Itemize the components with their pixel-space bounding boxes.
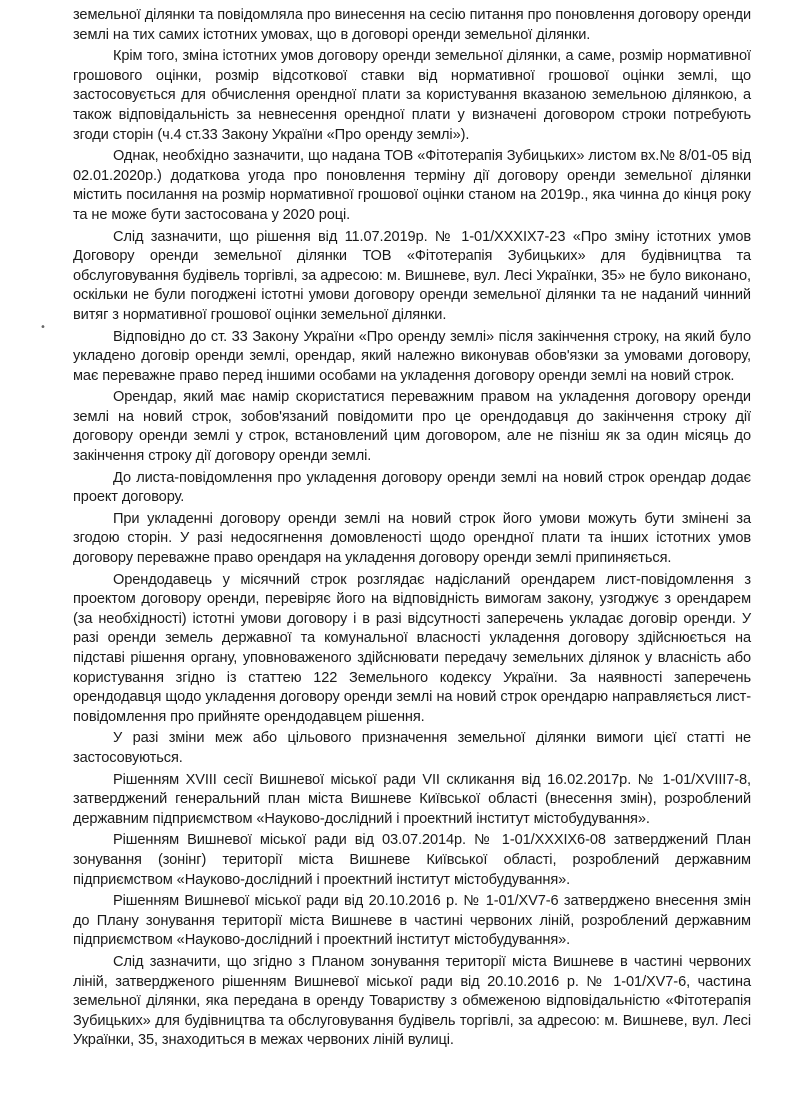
paragraph-zoning-plan: Рішенням Вишневої міської ради від 03.07.2014р. № 1-01/XXXIX6-08 затверджений План зонування (зонінг) території міста Вишневе Київської області, розроблений державним підприємством «Науково-дослідний і проектний інститут містобудування». bbox=[73, 832, 751, 888]
paragraph-red-lines: Слід зазначити, що згідно з Планом зонування території міста Вишневе в частині червоних ліній, затвердженого рішенням Вишневої міської ради від 20.10.2016 р. № 1-01/XV7-6, частина земельної ділянки, яка передана в оренду Товариству з обмеженою відповідальністю «Фітотерапія Зубицьких» для будівництва та обслуговування будівель торгівлі, за адресою: м. Вишневе, вул. Лесі Українки, 35, знаходиться в межах червоних ліній вулиці. bbox=[73, 953, 751, 1049]
paragraph-article-33: Відповідно до ст. 33 Закону України «Про оренду землі» після закінчення строку, на який було укладено договір оренди землі, орендар, який належно виконував обов'язки за умовами договору, має переважне право перед іншими особами на укладення договору оренди землі на новий строк. bbox=[73, 328, 751, 384]
document-page bbox=[73, 6, 751, 1051]
paragraph-draft-attachment: До листа-повідомлення про укладення договору оренди землі на новий строк орендар додає проект договору. bbox=[73, 469, 751, 506]
paragraph-additional-agreement: Однак, необхідно зазначити, що надана ТОВ «Фітотерапія Зубицьких» листом вх.№ 8/01-05 від 02.01.2020р.) додаткова угода про поновлення терміну дії договору оренди земельної ділянки містить посилання на розмір нормативної грошової оцінки станом на 2019р., яка чинна до кінця року та не може бути застосована у 2020 році. bbox=[73, 148, 751, 223]
paragraph-zoning-amendment: Рішенням Вишневої міської ради від 20.10.2016 р. № 1-01/XV7-6 затверджено внесення змін до Плану зонування території міста Вишневе в частині червоних ліній, розроблений державним підприємством «Науково-дослідний і проектний інститут містобудування». bbox=[73, 893, 751, 949]
paragraph-decision-2019: Слід зазначити, що рішення від 11.07.2019р. № 1-01/XXXIX7-23 «Про зміну істотних умов Договору оренди земельної ділянки ТОВ «Фітотерапія Зубицьких» для будівництва та обслуговування будівель торгівлі, за адресою: м. Вишневе, вул. Лесі Українки, 35» не було виконано, оскільки не були погоджені істотні умови договору оренди земельної ділянки та не наданий чинний витяг з нормативної грошової оцінки земельної ділянки. bbox=[73, 228, 751, 323]
paragraph-general-plan: Рішенням XVIII сесії Вишневої міської ради VII скликання від 16.02.2017р. № 1-01/XVIII7-8, затверджений генеральний план міста Вишневе Київської області (внесення змін), розроблений державним підприємством «Науково-дослідний і проектний інститут містобудування». bbox=[73, 771, 751, 827]
paragraph-lessor-review: Орендодавець у місячний строк розглядає надісланий орендарем лист-повідомлення з проектом договору оренди, перевіряє його на відповідність вимогам закону, узгоджує з орендарем (за необхідності) істотні умови договору і в разі відсутності заперечень укладає договір оренди. У разі оренди земель державної та комунальної власності укладення договору здійснюється на підставі рішення органу, уповноваженого здійснювати передачу земельних ділянок у власність або користування згідно із статтею 122 Земельного кодексу України. За наявності заперечень орендодавця щодо укладення договору оренди землі на новий строк орендарю направляється лист-повідомлення про прийняте орендодавцем рішення. bbox=[73, 571, 751, 725]
paragraph-continuation: земельної ділянки та повідомляла про винесення на сесію питання про поновлення договору оренди землі на тих самих істотних умовах, що в договорі оренди земельної ділянки. bbox=[73, 7, 751, 43]
paragraph-essential-terms-change: Крім того, зміна істотних умов договору оренди земельної ділянки, а саме, розмір нормативної грошового оцінки, розмір відсоткової ставки від нормативної грошової оцінки землі, що застосовується для обчислення орендної плати за користування вказаною земельною ділянкою, а також відповідальність за невнесення орендної плати у визначені договором строки потребують згоди сторін (ч.4 ст.33 Закону України «Про оренду землі»). bbox=[73, 48, 751, 143]
margin-dot: • bbox=[40, 322, 46, 333]
paragraph-tenant-notice: Орендар, який має намір скористатися переважним правом на укладення договору оренди землі на новий строк, зобов'язаний повідомити про це орендодавця до закінчення строку дії договору оренди землі у строк, встановлений цим договором, але не пізніш як за один місяць до закінчення строку дії договору оренди землі. bbox=[73, 389, 751, 465]
paragraph-terms-change-agreement: При укладенні договору оренди землі на новий строк його умови можуть бути змінені за згодою сторін. У разі недосягнення домовленості щодо орендної плати та інших істотних умов договору переважне право орендаря на укладення договору оренди землі припиняється. bbox=[73, 510, 751, 567]
paragraph-boundary-change: У разі зміни меж або цільового призначення земельної ділянки вимоги цієї статті не застосовуються. bbox=[73, 730, 751, 766]
